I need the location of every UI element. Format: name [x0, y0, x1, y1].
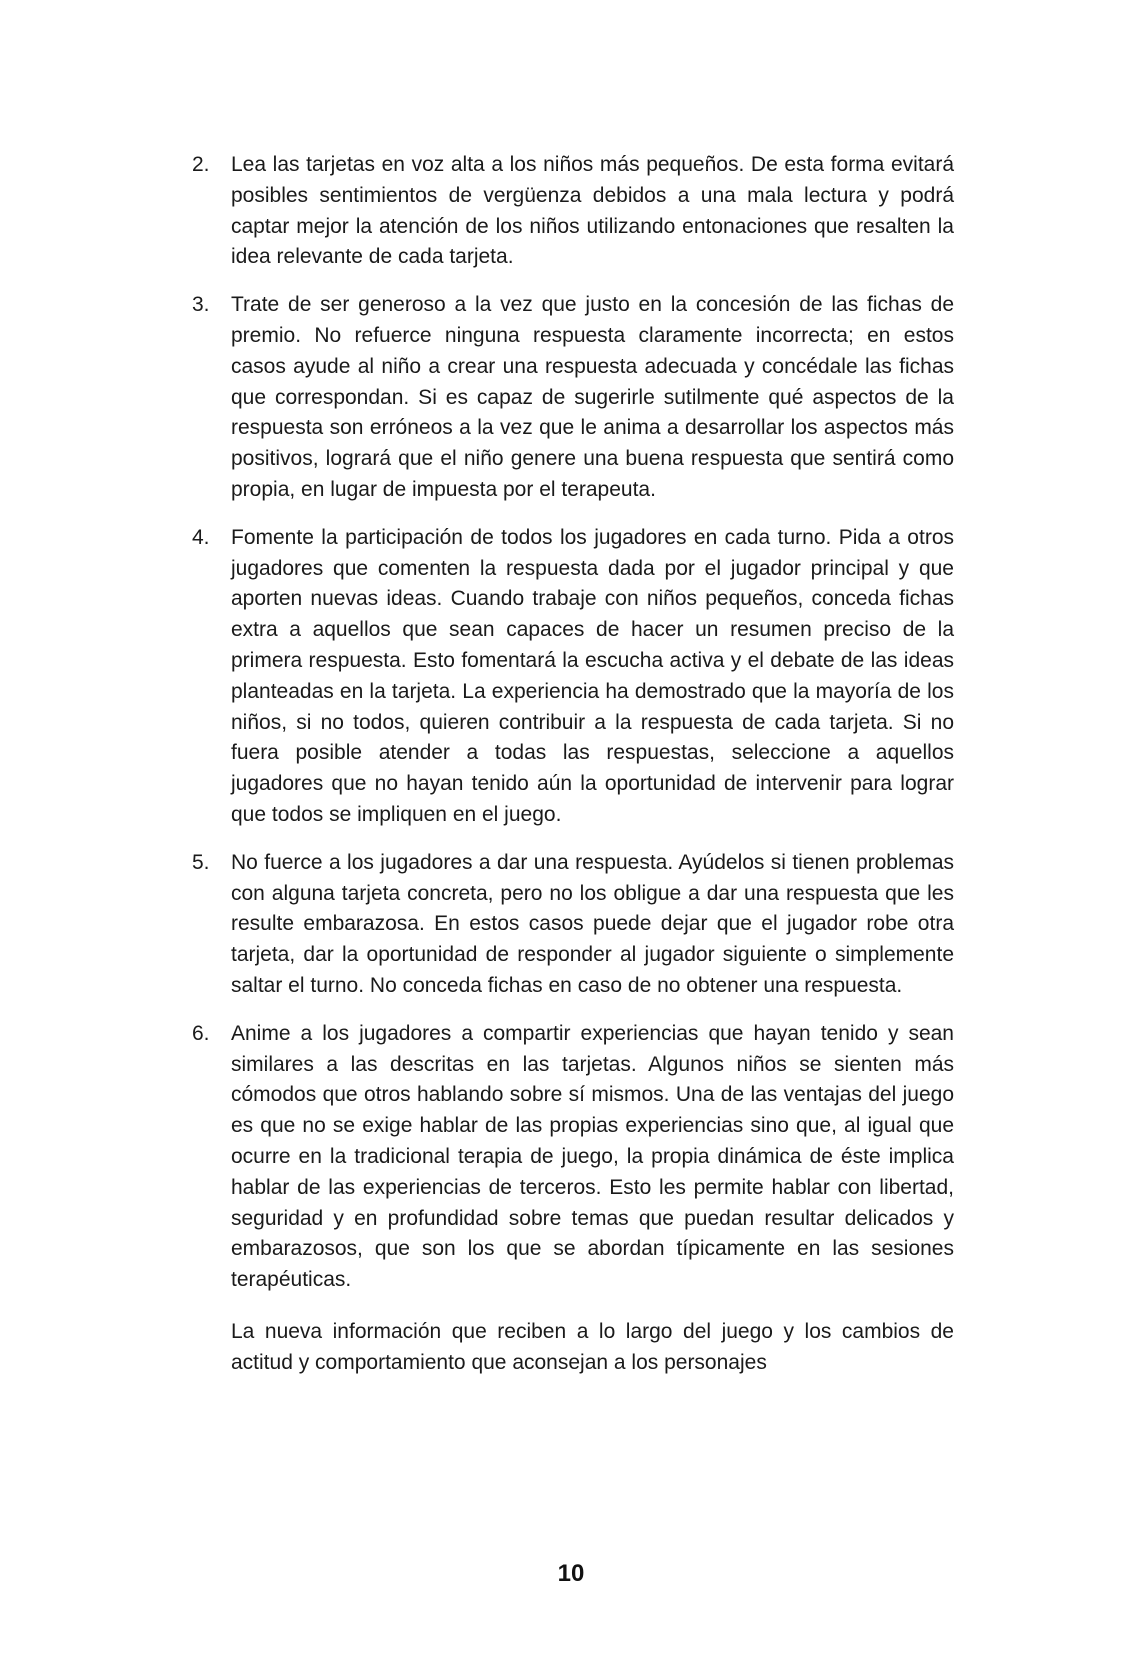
list-item-text: Trate de ser generoso a la vez que justo en la concesión de las fichas de premio. No refuerce ninguna respuesta claramente incorrecta; en estos casos ayude al niño a crear una respuesta adecuada y concédale las fichas que correspondan. Si es capaz de sugerirle sutilmente qué aspectos de la respuesta son erróneos a la vez que le anima a desarrollar los aspectos más positivos, logrará que el niño genere una buena respuesta que sentirá como propia, en lugar de impuesta por el terapeuta.	[231, 293, 954, 501]
page-number: 10	[557, 1560, 585, 1587]
list-item-number: 3.	[192, 293, 210, 317]
list-item-number: 2.	[192, 153, 210, 176]
list-item-text: Anime a los jugadores a compartir experiencias que hayan tenido y sean similares a las descritas en las tarjetas. Algunos niños se sienten más cómodos que otros hablando sobre sí mismos. Una de las ventajas del juego es que no se exige hablar de las propias experiencias sino que, al igual que ocurre en la tradicional terapia de juego, la propia dinámica de éste implica hablar de las experiencias de terceros. Esto les permite hablar con libertad, seguridad y en profundidad sobre temas que puedan resultar delicados y embarazosos, que son los que se abordan típicamente en las sesiones terapéuticas.	[231, 1021, 954, 1292]
continuation-paragraph: La nueva información que reciben a lo largo del juego y los cambios de actitud y comportamiento que aconsejan a los personajes	[231, 1319, 954, 1374]
list-item-number: 5.	[192, 850, 210, 874]
list-item-text: No fuerce a los jugadores a dar una respuesta. Ayúdelos si tienen problemas con alguna tarjeta concreta, pero no los obligue a dar una respuesta que les resulte embarazosa. En estos casos puede dejar que el jugador robe otra tarjeta, dar la oportunidad de responder al jugador siguiente o simplemente saltar el turno. No conceda fichas en caso de no obtener una respuesta.	[231, 850, 954, 997]
list-item-text: Fomente la participación de todos los jugadores en cada turno. Pida a otros jugadores que comenten la respuesta dada por el jugador principal y que aporten nuevas ideas. Cuando trabaje con niños pequeños, conceda fichas extra a aquellos que sean capaces de hacer un resumen preciso de la primera respuesta. Esto fomentará la escucha activa y el debate de las ideas planteadas en la tarjeta. La experiencia ha demostrado que la mayoría de los niños, si no todos, quieren contribuir a la respuesta de cada tarjeta. Si no fuera posible atender a todas las respuestas, seleccione a aquellos jugadores que no hayan tenido aún la oportunidad de intervenir para lograr que todos se impliquen en el juego.	[231, 525, 954, 826]
list-item	[192, 523, 954, 831]
list-item	[192, 1019, 954, 1296]
list-item	[192, 290, 954, 506]
list-item	[192, 150, 954, 273]
body-text	[192, 150, 954, 1399]
list-item-text: Lea las tarjetas en voz alta a los niños más pequeños. De esta forma evitará posibles sentimientos de vergüenza debidos a una mala lectura y podrá captar mejor la atención de los niños utilizando entonaciones que resalten la idea relevante de cada tarjeta.	[231, 153, 954, 269]
list-item	[192, 848, 954, 1002]
list-item-number: 6.	[192, 1021, 210, 1045]
list-item-number: 4.	[192, 525, 210, 549]
